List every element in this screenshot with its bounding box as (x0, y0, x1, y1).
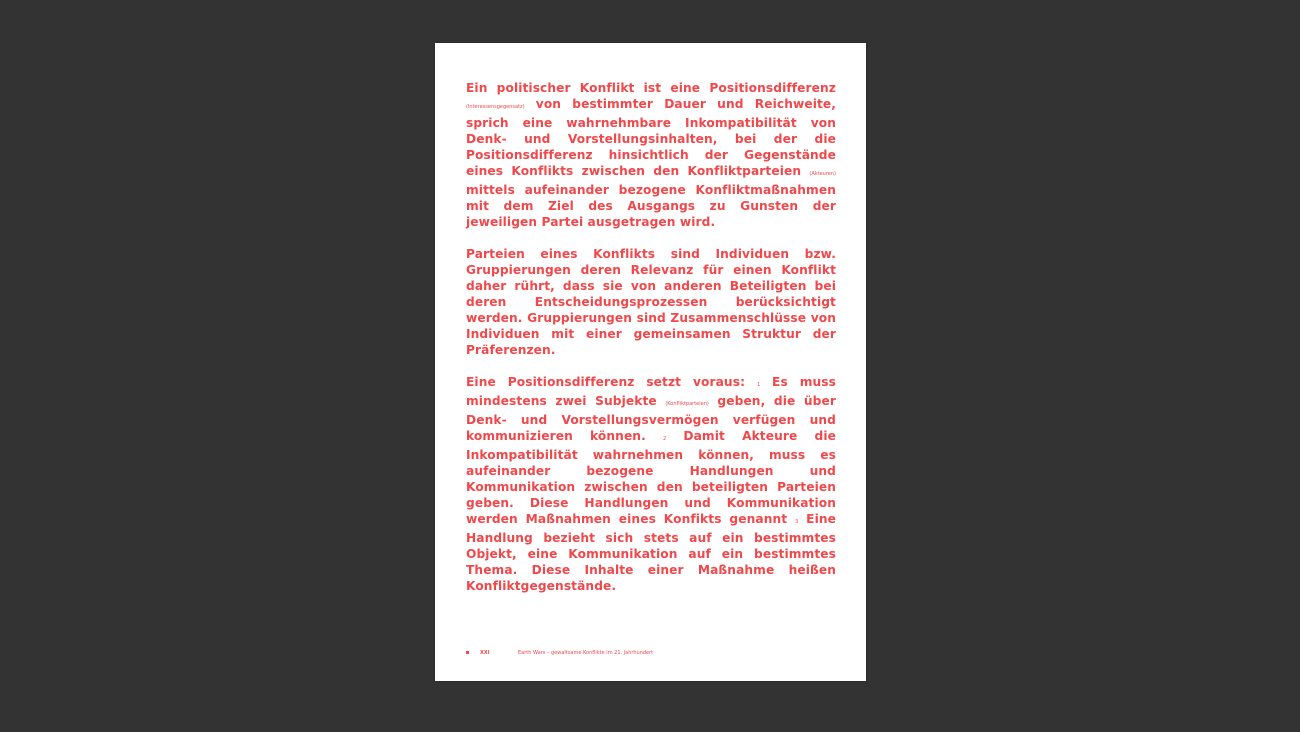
paragraph-1-text-a: Ein politischer Konflikt ist eine Positionsdifferenz (466, 81, 836, 95)
list-number-2: 2 (663, 436, 667, 442)
annotation-akteuren: (Akteuren) (809, 171, 836, 177)
page-footer (466, 648, 836, 658)
page-number: XXI (480, 650, 490, 656)
paragraph-1-text-b: von bestimmter Dauer und Reichweite, sprich eine wahrnehmbare Inkompatibilität von Denk- und Vorstellungsinhalten, bei der die Positionsdifferenz hinsichtlich der Gegenstände eines Konflikts zwischen den Konfliktparteien (466, 97, 836, 178)
paragraph-3-text-a: Eine Positionsdifferenz setzt voraus: (466, 375, 757, 389)
paragraph-definition (466, 80, 836, 230)
paragraph-voraussetzungen (466, 374, 836, 594)
paragraph-3-text-e: Eine Handlung bezieht sich stets auf ein bestimmtes Objekt, eine Kommunikation auf ein bestimmtes Thema. Diese Inhalte einer Maßnahme heißen Konfliktgegenstände. (466, 512, 836, 593)
list-number-1: 1 (756, 382, 761, 388)
body-text (466, 80, 836, 610)
paragraph-3-text-b: Es muss mindestens zwei Subjekte (466, 375, 837, 408)
annotation-konfliktparteien: (Konfliktparteien) (665, 401, 709, 407)
list-number-3: 3 (795, 519, 799, 525)
paragraph-3-text-d: Damit Akteure die Inkompatibilität wahrnehmen können, muss es aufeinander bezogene Handlungen und Kommunikation zwischen den beteiligten Parteien geben. Diese Handlungen und Kommunikation werden Maßnahmen eines Konfikts genannt (466, 429, 836, 526)
footer-square-marker (466, 651, 469, 654)
paragraph-2-text: Parteien eines Konflikts sind Individuen bzw. Gruppierungen deren Relevanz für einen Konflikt daher rührt, dass sie von anderen Beteiligten bei deren Entscheidungsprozessen berücksichtigt werden. Gruppierungen sind Zusammenschlüsse von Individuen mit einer gemeinsamen Struktur der Präferenzen. (466, 247, 836, 357)
paragraph-1-text-c: mittels aufeinander bezogene Konfliktmaßnahmen mit dem Ziel des Ausgangs zu Gunsten der jeweiligen Partei ausgetragen wird. (466, 183, 836, 229)
footer-title: Earth Wars – gewaltsame Konflikte im 21. Jahrhundert (518, 650, 654, 656)
paragraph-3-text-c: geben, die über Denk- und Vorstellungsvermögen verfügen und kommunizieren können. (466, 394, 836, 443)
document-page (435, 43, 866, 681)
paragraph-parteien (466, 246, 836, 358)
annotation-interessensgegensatz: (Interessensgegensatz) (466, 104, 525, 110)
